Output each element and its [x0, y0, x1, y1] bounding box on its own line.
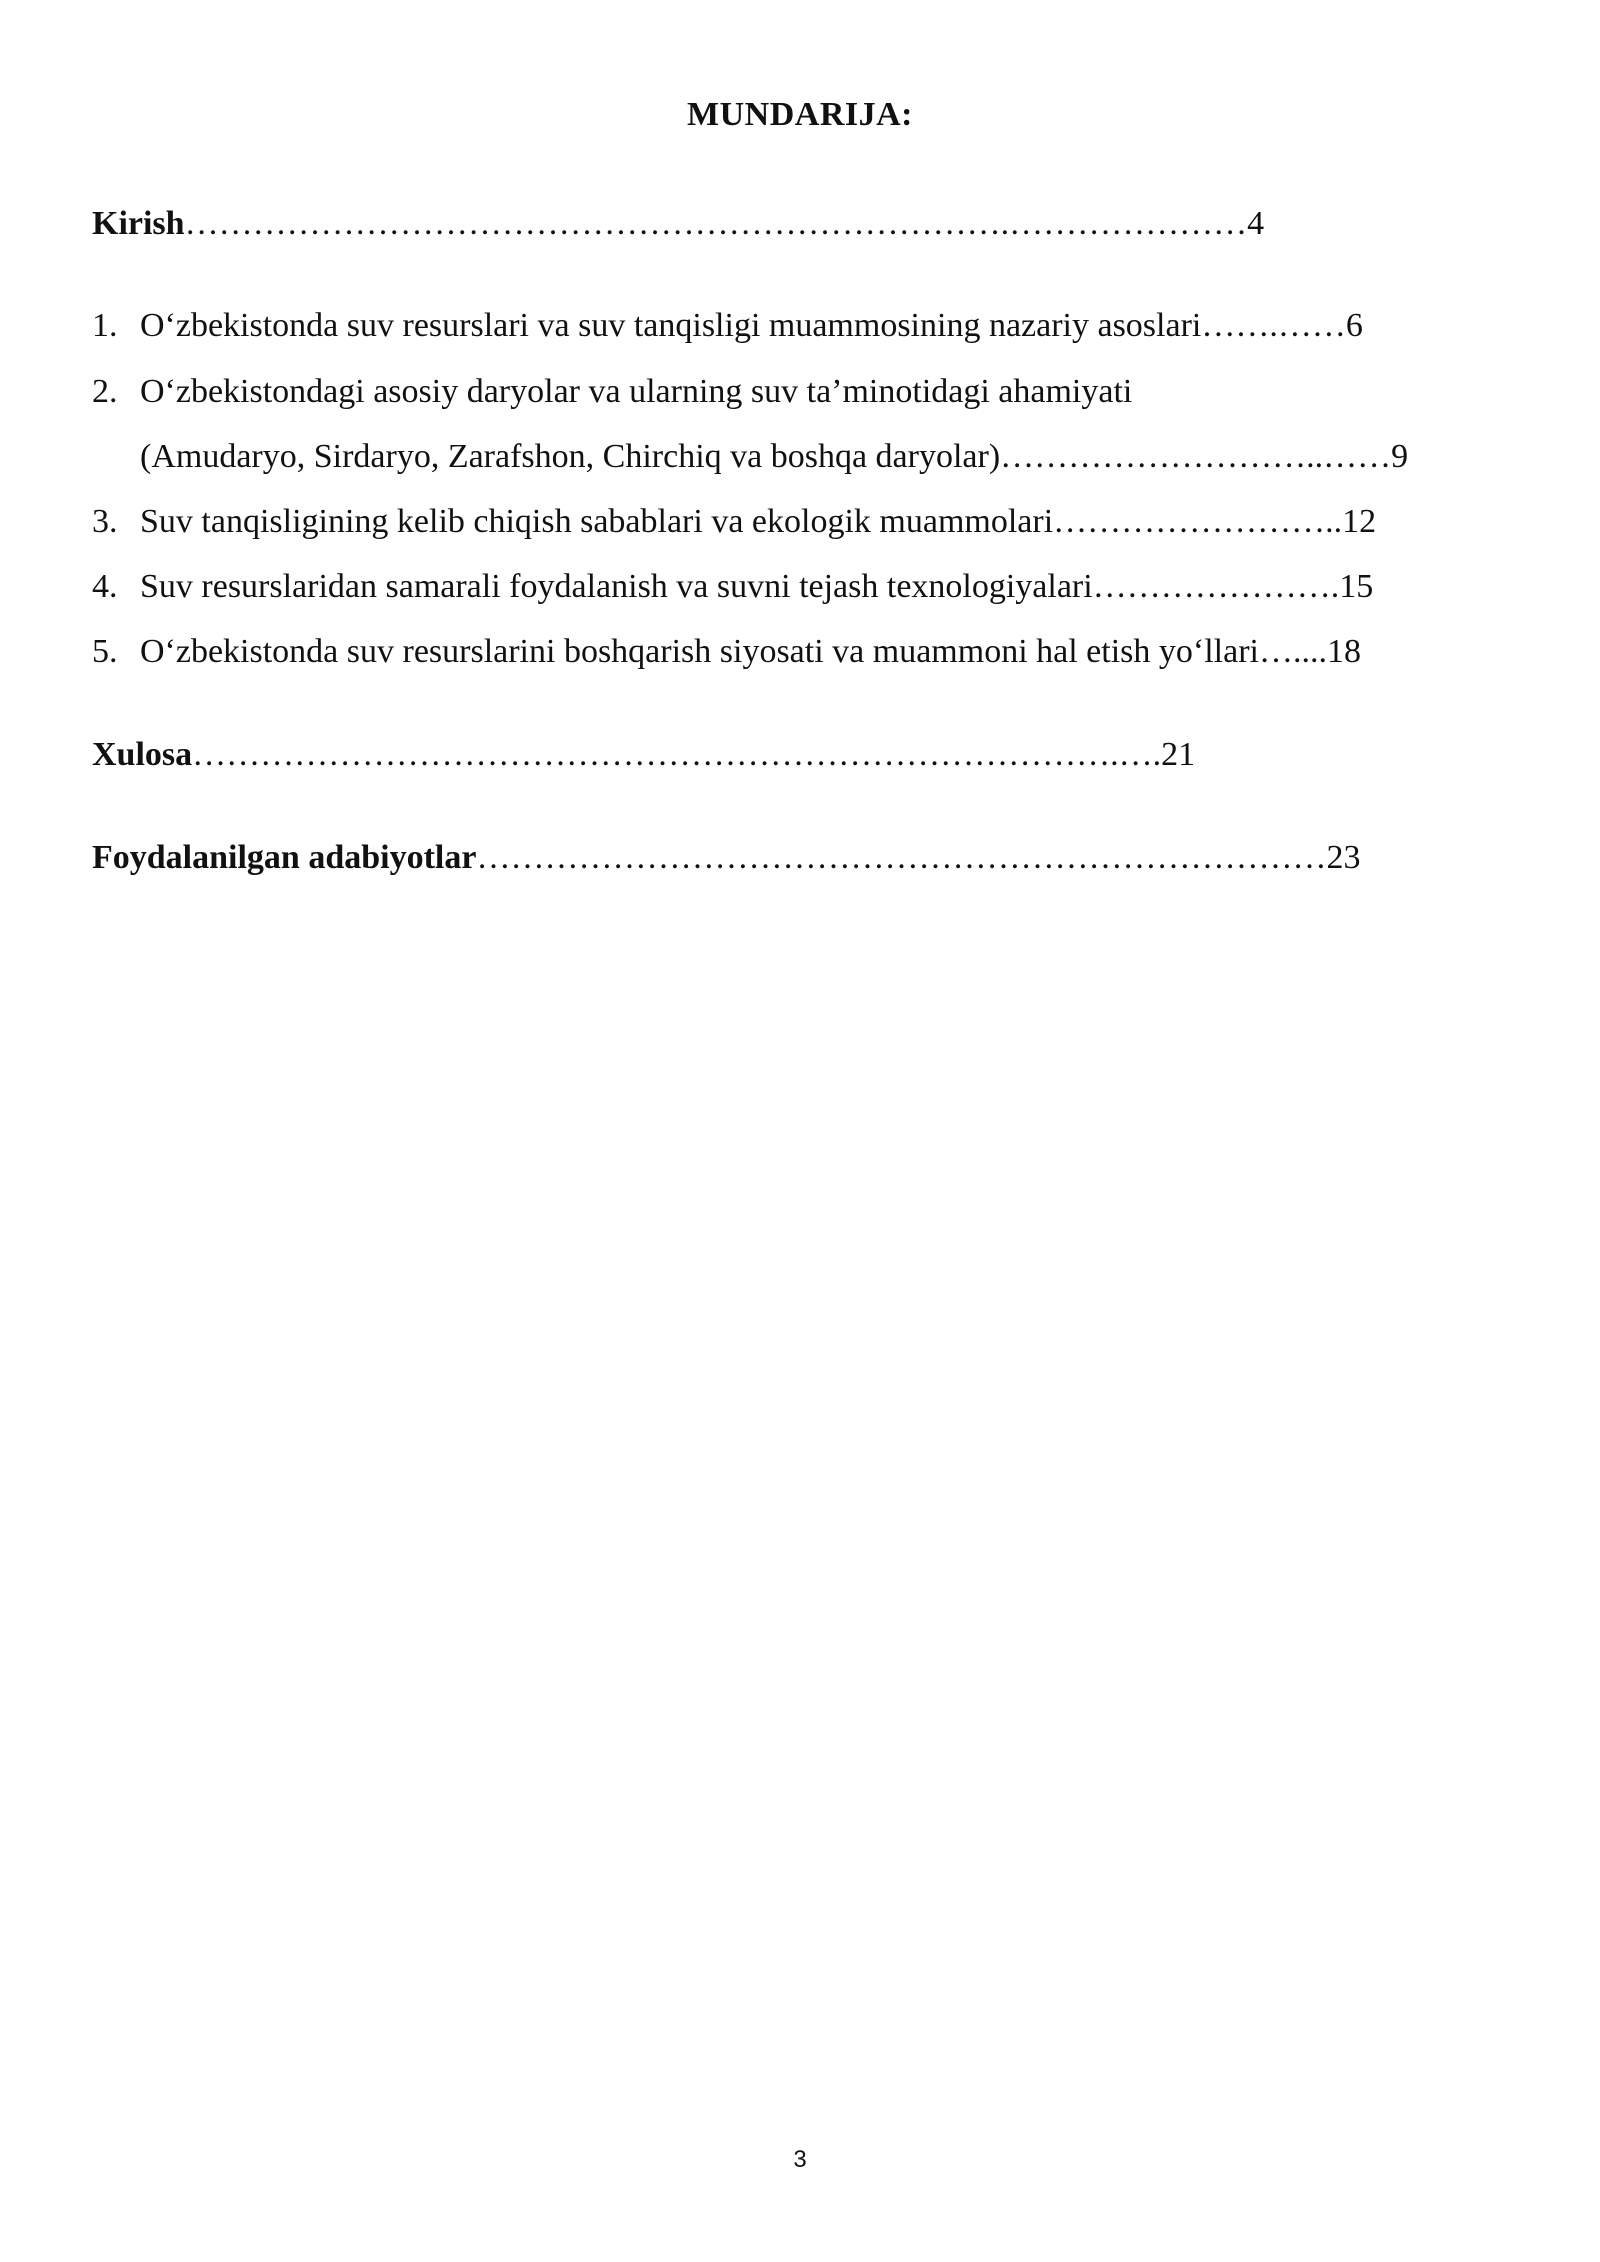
toc-page-number: 9 [1391, 438, 1409, 475]
toc-leader-dots: ………………………..…… [1000, 438, 1392, 475]
toc-leader-dots: ……………………………………………………………………….…. [192, 736, 1162, 773]
toc-leader-dots: ……………………………………………………………….………………… [184, 205, 1248, 242]
toc-entry-xulosa[interactable] [92, 735, 1195, 775]
toc-entry-label-continuation: (Amudaryo, Sirdaryo, Zarafshon, Chirchiq va boshqa daryolar) [140, 438, 1001, 475]
toc-entry-2-continuation[interactable] [140, 437, 1408, 477]
toc-entry-4[interactable] [92, 567, 1373, 607]
toc-page-number: 12 [1342, 503, 1377, 540]
toc-entry-label: Kirish [92, 205, 185, 242]
toc-entry-label: Xulosa [92, 736, 193, 773]
toc-entry-label: Foydalanilgan adabiyotlar [92, 839, 477, 876]
toc-entry-label: O‘zbekistonda suv resurslari va suv tanqisligi muammosining nazariy asoslari [140, 307, 1202, 344]
toc-entry-number: 4. [92, 568, 118, 605]
toc-entry-number: 5. [92, 633, 118, 670]
toc-leader-dots: …………………. [1092, 568, 1340, 605]
toc-entry-label: Suv resurslaridan samarali foydalanish va suvni tejash texnologiyalari [140, 568, 1093, 605]
toc-page-number: 21 [1161, 736, 1196, 773]
toc-entry-number: 1. [92, 307, 118, 344]
toc-entry-number: 3. [92, 503, 118, 540]
toc-entry-1[interactable] [92, 306, 1363, 346]
toc-entry-3[interactable] [92, 502, 1376, 542]
toc-page-number: 15 [1339, 568, 1374, 605]
toc-page-number: 6 [1345, 307, 1363, 344]
page-number: 3 [793, 2146, 807, 2173]
toc-entry-5[interactable] [92, 632, 1361, 672]
toc-entry-2[interactable] [92, 372, 1132, 412]
toc-page-number: 23 [1326, 839, 1361, 876]
toc-title: MUNDARIJA: [687, 96, 913, 133]
toc-entry-label: O‘zbekistonda suv resurslarini boshqarish siyosati va muammoni hal etish yo‘llari [140, 633, 1259, 670]
toc-page-number: 18 [1326, 633, 1361, 670]
toc-entry-foydalanilgan-adabiyotlar[interactable] [92, 838, 1360, 878]
toc-leader-dots: …………………….. [1053, 503, 1343, 540]
toc-leader-dots: ………………………………………………………………… [476, 839, 1327, 876]
toc-entry-number: 2. [92, 373, 118, 410]
toc-page-number: 4 [1247, 205, 1265, 242]
toc-leader-dots: ….... [1258, 633, 1327, 670]
toc-entry-label: Suv tanqisligining kelib chiqish sabablari va ekologik muammolari [140, 503, 1054, 540]
toc-entry-label: O‘zbekistondagi asosiy daryolar va ularning suv ta’minotidagi ahamiyati [140, 373, 1133, 410]
toc-leader-dots: …….…… [1201, 307, 1346, 344]
toc-entry-kirish[interactable] [92, 204, 1264, 244]
